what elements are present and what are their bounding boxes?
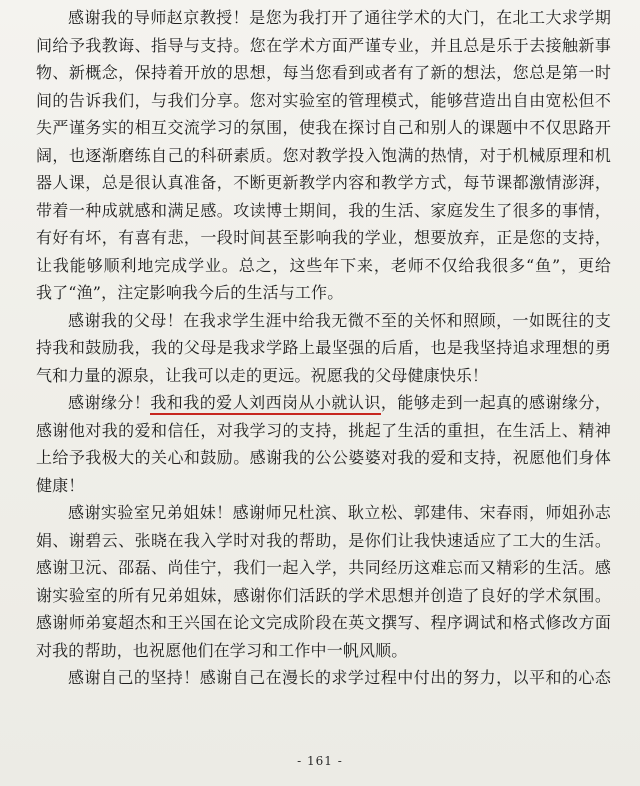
paragraph-advisor xyxy=(36,4,611,307)
text-line: 器人课，总是很认真准备，不断更新教学内容和教学方式，每节课都激情澎湃， xyxy=(36,173,611,192)
page-number: - 161 - xyxy=(297,754,343,768)
text-line: 谢实验室的所有兄弟姐妹，感谢你们活跃的学术思想并创造了良好的学术氛围。 xyxy=(36,585,611,605)
text-line: 对我的帮助，也祝愿他们在学习和工作中一帆风顺。 xyxy=(36,640,408,660)
text-line xyxy=(36,389,611,417)
text-line: 上给予我极大的关心和鼓励。感谢我的公公婆婆对我的爱和支持，祝愿他们身体 xyxy=(36,448,611,467)
text-line: 娟、谢碧云、张晓在我入学时对我的帮助，是你们让我快速适应了工大的生活。 xyxy=(36,530,611,550)
text-line: 感谢我的导师赵京教授！是您为我打开了通往学术的大门，在北工大求学期 xyxy=(68,8,611,27)
text-line: 有好有坏，有喜有悲，一段时间甚至影响我的学业，想要放弃，正是您的支持， xyxy=(36,228,611,247)
text-line: 持我和鼓励我，我的父母是我求学路上最坚强的后盾，也是我坚持追求理想的勇 xyxy=(36,338,611,357)
fate-lead-text: 感谢缘分！ xyxy=(68,393,151,412)
paragraph-parents xyxy=(36,307,611,390)
red-underlined-phrase: 我和我的爱人刘西岗从小就认识 xyxy=(150,393,380,415)
text-line: 感谢他对我的爱和信任，对我学习的支持，挑起了生活的重担，在生活上、精神 xyxy=(36,420,611,440)
text-line: 物、新概念，保持着开放的思想，每当您看到或者有了新的想法，您总是第一时 xyxy=(36,63,611,82)
text-line: 感谢自己的坚持！感谢自己在漫长的求学过程中付出的努力，以平和的心态 xyxy=(68,668,611,687)
text-line: 失严谨务实的相互交流学习的氛围，使我在探讨自己和别人的课题中不仅思路开 xyxy=(36,118,611,137)
text-line: 感谢卫沅、邵磊、尚佳宁，我们一起入学，共同经历这难忘而又精彩的生活。感 xyxy=(36,558,611,577)
text-line: 感谢我的父母！在我求学生涯中给我无微不至的关怀和照顾，一如既往的支 xyxy=(68,310,611,330)
text-line: 带着一种成就感和满足感。攻读博士期间，我的生活、家庭发生了很多的事情， xyxy=(36,200,611,220)
paragraph-lab-members xyxy=(36,499,611,664)
paragraph-fate xyxy=(36,389,611,499)
paragraph-self xyxy=(36,664,611,692)
text-line: 气和力量的源泉，让我可以走的更远。祝愿我的父母健康快乐！ xyxy=(36,365,489,385)
text-line: 阔，也逐渐磨练自己的科研素质。您对教学投入饱满的热情，对于机械原理和机 xyxy=(36,145,611,165)
text-line: 间给予我教诲、指导与支持。您在学术方面严谨专业，并且总是乐于去接触新事 xyxy=(36,35,611,55)
page-body xyxy=(36,4,611,692)
text-line: 我了“渔”，注定影响我今后的生活与工作。 xyxy=(36,283,344,302)
text-line: 健康！ xyxy=(36,475,85,495)
text-line: 感谢实验室兄弟姐妹！感谢师兄杜滨、耿立松、郭建伟、宋春雨，师姐孙志 xyxy=(68,503,611,522)
text-line: 间的告诉我们，与我们分享。您对实验室的管理模式，能够营造出自由宽松但不 xyxy=(36,90,611,110)
text-line: 让我能够顺利地完成学业。总之，这些年下来，老师不仅给我很多“鱼”，更给 xyxy=(36,255,611,275)
fate-tail-text: ，能够走到一起真的感谢缘分， xyxy=(380,393,611,412)
text-line: 感谢师弟宴超杰和王兴国在论文完成阶段在英文撰写、程序调试和格式修改方面 xyxy=(36,613,611,632)
